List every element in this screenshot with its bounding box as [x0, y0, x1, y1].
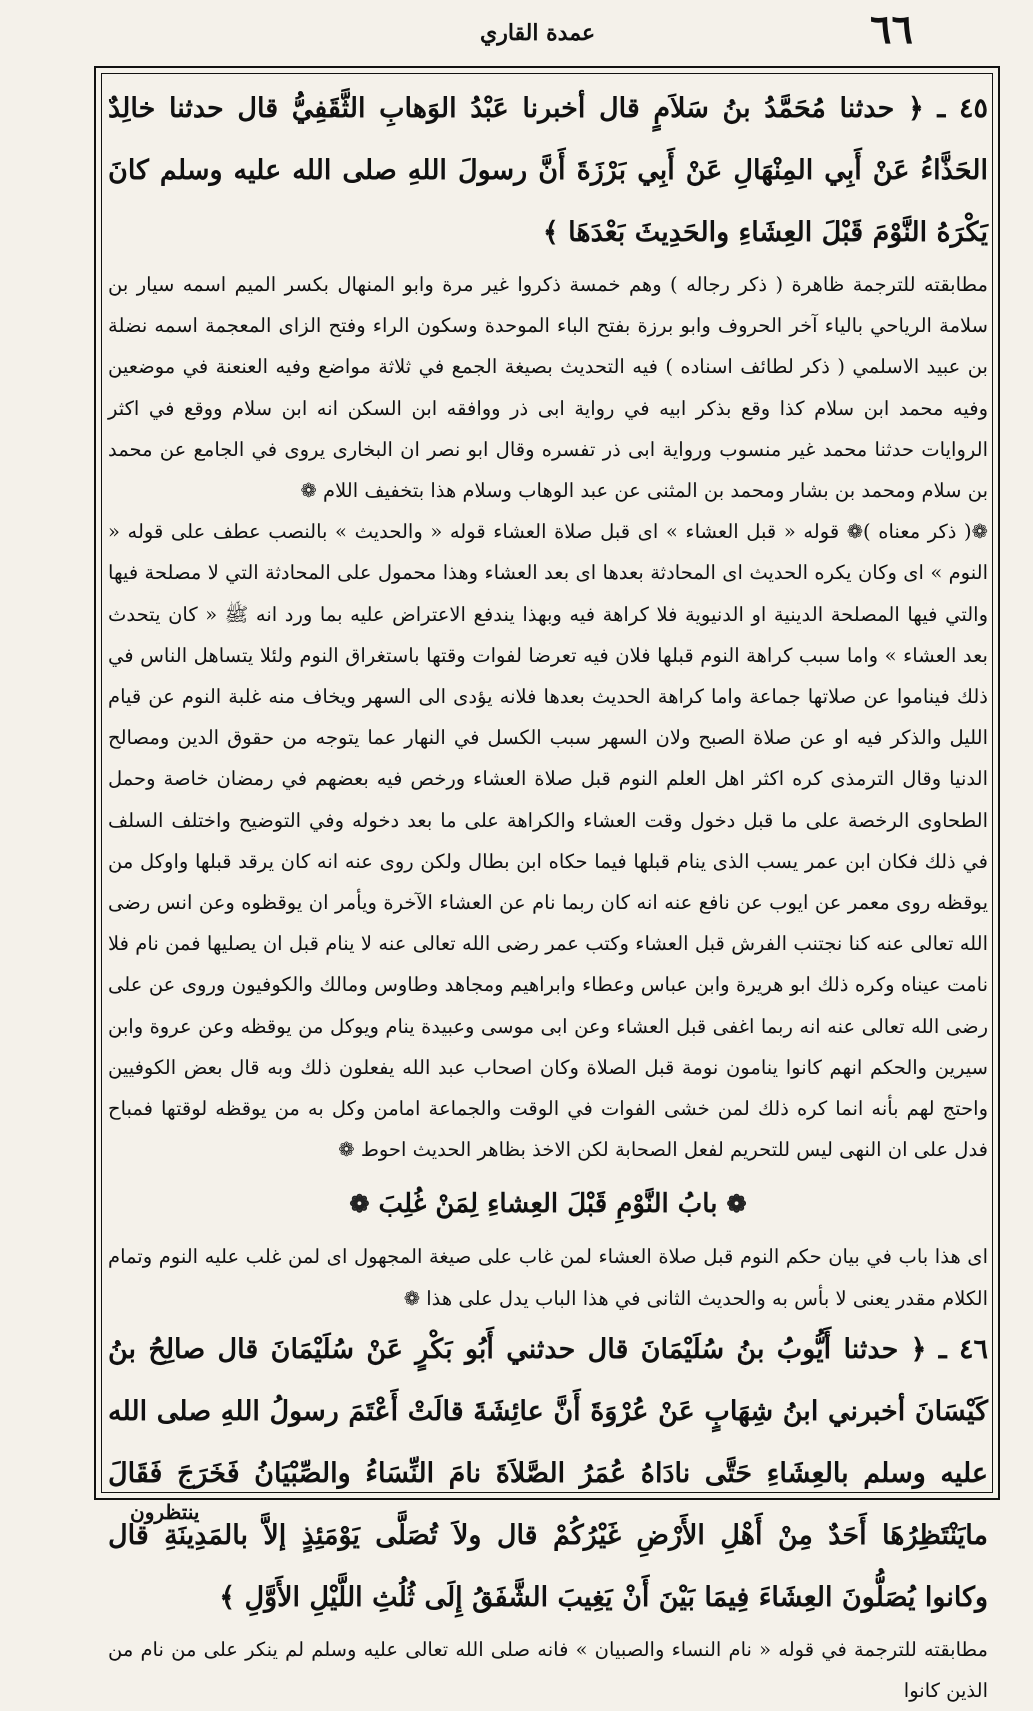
page-number: ٦٦ — [870, 6, 913, 53]
bab-title: بابُ النَّوْمِ قَبْلَ العِشاءِ لِمَنْ غُلِبَ — [378, 1189, 718, 1220]
catchword: ينتظرون — [130, 1500, 200, 1524]
page-body — [108, 78, 988, 1711]
bab-heading — [108, 1174, 988, 1234]
commentary-45: مطابقته للترجمة ظاهرة ( ذكر رجاله ) وهم خمسة ذكروا غير مرة وابو المنهال بكسر الميم اسمه سيار بن سلامة الرياحي بالياء آخر الحروف وابو برزة بفتح الباء الموحدة وسكون الراء وفتح الزاى المعجمة اسمه نضلة بن عبيد الاسلمي ( ذكر لطائف اسناده ) فيه التحديث بصيغة الجمع في ثلاثة مواضع وفيه العنعنة في موضعين وفيه محمد ابن سلام كذا وقع بذكر ابيه في رواية ابى ذر ووافقه ابن السكن انه ابن سلام ووقع في اكثر الروايات حدثنا محمد غير منسوب ورواية ابى ذر تفسره وقال ابو نصر ان البخارى يروى في الجامع عن محمد بن سلام ومحمد بن بشار ومحمد بن المثنى عن عبد الوهاب وسلام هذا بتخفيف اللام ❁ — [108, 273, 988, 503]
running-title: عمدة القاري — [480, 20, 596, 46]
page-header — [0, 0, 1033, 64]
hadith-45: ٤٥ ـ ﴿ حدثنا مُحَمَّدُ بنُ سَلاَمٍ قال أخبرنا عَبْدُ الوَهابِ الثَّقَفِيُّ قال حدثنا خالِدٌ الحَذَّاءُ عَنْ أَبِي المِنْهَالِ عَنْ أَبِي بَرْزَةَ أَنَّ رسولَ اللهِ صلى الله عليه وسلم كانَ يَكْرَهُ النَّوْمَ قَبْلَ العِشَاءِ والحَدِيثَ بَعْدَهَا ﴾ — [108, 93, 988, 248]
ornament-left-icon: ❁ — [349, 1189, 370, 1219]
commentary-meaning: ❁( ذكر معناه )❁ قوله « قبل العشاء » اى قبل صلاة العشاء قوله « والحديث » بالنصب عطف على قوله « النوم » اى وكان يكره الحديث اى المحادثة بعدها اى بعد العشاء وهذا محمول على المحادثة التي لا مصلحة فيها والتي فيها المصلحة الدينية او الدنيوية فلا كراهة فيه وبهذا يندفع الاعتراض عليه بما ورد انه ﷺ « كان يتحدث بعد العشاء » واما سبب كراهة النوم قبلها فلان فيه تعرضا لفوات وقتها باستغراق النوم ولئلا يتساهل الناس في ذلك فيناموا عن صلاتها جماعة واما كراهة الحديث بعدها فلانه يؤدى الى السهر ويخاف منه غلبة النوم عن قيام الليل والذكر فيه او عن صلاة الصبح ولان السهر سبب الكسل في النهار عما يتوجه من حقوق الدين ومصالح الدنيا وقال الترمذى كره اكثر اهل العلم النوم قبل صلاة العشاء ورخص فيه بعضهم في رمضان خاصة وحمل الطحاوى الرخصة على ما قبل دخول وقت العشاء والكراهة على ما بعد دخوله وفي التوضيح واختلف السلف في ذلك فكان ابن عمر يسب الذى ينام قبلها فيما حكاه ابن بطال ولكن روى عنه انه كان يرقد قبلها واوكل من يوقظه روى معمر عن ايوب عن نافع عنه انه كان ربما نام عن العشاء الآخرة ويأمر ان يوقظوه وعن انس رضى الله تعالى عنه كنا نجتنب الفرش قبل العشاء وكتب عمر رضى الله تعالى عنه لا ينام قبل ان يصليها فمن نام فلا نامت عيناه وكره ذلك ابو هريرة وابن عباس وعطاء وابراهيم ومجاهد وطاوس ومالك والكوفيون وروى عن على رضى الله تعالى عنه انه ربما اغفى قبل العشاء وعن ابى موسى وعبيدة ينام ويوكل من يوقظه وعن عروة وابن سيرين والحكم انهم كانوا ينامون نومة قبل الصلاة وكان اصحاب عبد الله يفعلون ذلك وبه قال بعض الكوفيين واحتج لهم بأنه انما كره ذلك لمن خشى الفوات في الوقت والجماعة امامن وكل به من يوقظه لوقتها فمباح فدل على ان النهى ليس للتحريم لفعل الصحابة لكن الاخذ بظاهر الحديث احوط ❁ — [108, 520, 988, 1162]
commentary-bab: اى هذا باب في بيان حكم النوم قبل صلاة العشاء لمن غاب على صيغة المجهول اى لمن غلب عليه النوم وتمام الكلام مقدر يعنى لا بأس به والحديث الثانى في هذا الباب يدل على هذا ❁ — [108, 1245, 988, 1310]
ornament-right-icon: ❁ — [726, 1189, 747, 1219]
commentary-46: مطابقته للترجمة في قوله « نام النساء والصبيان » فانه صلى الله تعالى عليه وسلم لم ينكر على من نام من الذين كانوا — [108, 1637, 988, 1703]
hadith-46: ٤٦ ـ ﴿ حدثنا أَيُّوبُ بنُ سُلَيْمَانَ قال حدثني أَبُو بَكْرٍ عَنْ سُلَيْمَانَ قال صالِحُ بنُ كَيْسَانَ أخبرني ابنُ شِهَابٍ عَنْ عُرْوَةَ أَنَّ عائِشَةَ قالَتْ أَعْتَمَ رسولُ اللهِ صلى الله عليه وسلم بالعِشَاءِ حَتَّى نادَاهُ عُمَرُ الصَّلاَةَ نامَ النِّسَاءُ والصِّبْيَانُ فَخَرَجَ فَقَالَ مايَنْتَظِرُهَا أَحَدٌ مِنْ أَهْلِ الأَرْضِ غَيْرُكُمْ قال ولاَ تُصَلَّى يَوْمَئِذٍ إلاَّ بالمَدِينَةِ قال وكانوا يُصَلُّونَ العِشَاءَ فِيمَا بَيْنَ أَنْ يَغِيبَ الشَّفَقُ إِلَى ثُلُثِ اللَّيْلِ الأَوَّلِ ﴾ — [108, 1333, 988, 1613]
